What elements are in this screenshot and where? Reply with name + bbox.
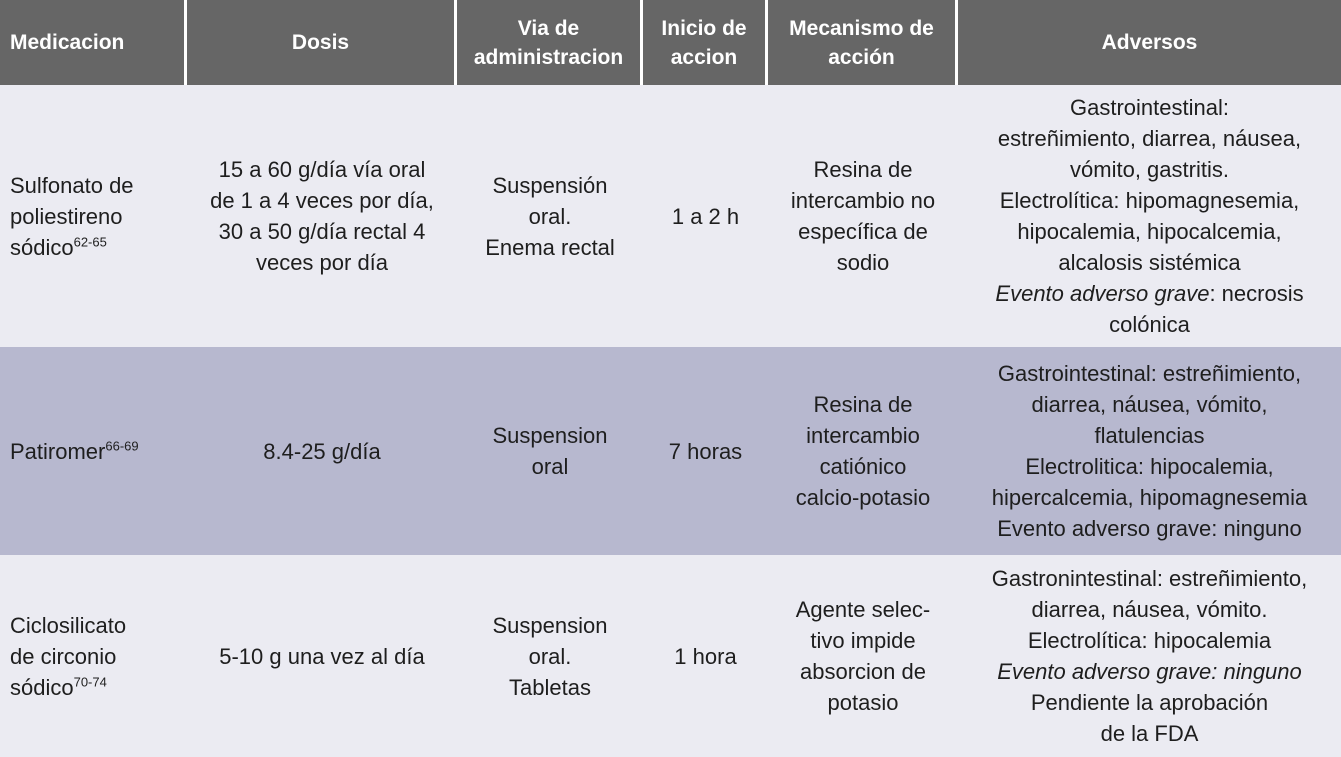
cell-inicio: 7 horas <box>643 347 768 555</box>
via-line: Tabletas <box>509 674 591 700</box>
dosis-line: 30 a 50 g/día rectal 4 <box>218 219 426 244</box>
mecanismo-line: específica de <box>798 219 928 244</box>
mecanismo-line: intercambio <box>806 423 920 448</box>
cell-inicio: 1 a 2 h <box>643 85 768 347</box>
via-line: Suspension <box>492 612 608 638</box>
via-line: oral <box>531 454 569 479</box>
cell-dosis <box>187 347 457 555</box>
via-line: oral. <box>528 643 572 669</box>
adversos-grave-line <box>964 278 1335 309</box>
reference-superscript: 70-74 <box>73 674 107 690</box>
med-name: Patiromer <box>10 438 106 464</box>
table-row <box>0 85 1341 347</box>
med-line: Sulfonato de <box>10 172 134 198</box>
header-mecanismo <box>768 0 958 85</box>
via-line: oral. <box>528 203 572 229</box>
mecanismo-line: tivo impide <box>810 628 916 653</box>
med-line: de circonio <box>10 643 117 669</box>
dosis-line: 8.4-25 g/día <box>263 438 381 464</box>
adversos-line: Gastrointestinal: <box>1070 95 1229 120</box>
header-via <box>457 0 643 85</box>
dosis-line: 5-10 g una vez al día <box>219 643 425 669</box>
med-line: Ciclosilicato <box>10 612 127 638</box>
adversos-line: Evento adverso grave: ninguno <box>997 516 1302 541</box>
table-row <box>0 555 1341 757</box>
via-line: Suspension <box>492 423 608 448</box>
cell-medicacion <box>0 85 187 347</box>
cell-adversos <box>958 555 1341 757</box>
adversos-line: flatulencias <box>1094 423 1205 448</box>
dosis-line: 15 a 60 g/día vía oral <box>218 157 426 182</box>
cell-via <box>457 347 643 555</box>
cell-adversos <box>958 347 1341 555</box>
adversos-grave-line: Evento adverso grave: ninguno <box>997 659 1302 684</box>
adversos-line: Electrolitica: hipocalemia, <box>1025 454 1274 479</box>
mecanismo-line: absorcion de <box>800 659 926 684</box>
cell-adversos <box>958 85 1341 347</box>
cell-inicio: 1 hora <box>643 555 768 757</box>
adversos-line: hipocalemia, hipocalcemia, <box>1017 219 1282 244</box>
adversos-line: estreñimiento, diarrea, náusea, <box>997 126 1302 151</box>
med-line <box>10 232 181 263</box>
table-row <box>0 347 1341 555</box>
mecanismo-line: Resina de <box>813 392 913 417</box>
reference-superscript: 66-69 <box>105 438 139 454</box>
cell-dosis <box>187 85 457 347</box>
header-dosis: Dosis <box>187 0 457 85</box>
mecanismo-line: calcio-potasio <box>795 485 931 510</box>
adversos-line: Electrolítica: hipomagnesemia, <box>999 188 1300 213</box>
cell-medicacion <box>0 347 187 555</box>
med-line <box>10 672 181 703</box>
adversos-line: Pendiente la aprobación <box>1030 690 1269 715</box>
med-name: sódico <box>10 234 74 260</box>
adversos-line: de la FDA <box>1100 721 1199 746</box>
dosis-line: de 1 a 4 veces por día, <box>210 188 434 213</box>
adversos-line: diarrea, náusea, vómito. <box>1031 597 1268 622</box>
via-line: Enema rectal <box>485 234 615 260</box>
header-row <box>0 0 1341 85</box>
cell-mecanismo <box>768 85 958 347</box>
adversos-line: hipercalcemia, hipomagnesemia <box>991 485 1308 510</box>
cell-via <box>457 555 643 757</box>
med-name: sódico <box>10 674 74 700</box>
med-line: poliestireno <box>10 203 123 229</box>
cell-dosis <box>187 555 457 757</box>
header-medicacion: Medicacion <box>0 0 187 85</box>
header-mecanismo-line: Mecanismo de <box>789 16 934 40</box>
cell-via <box>457 85 643 347</box>
header-adversos: Adversos <box>958 0 1341 85</box>
dosis-line: veces por día <box>255 250 389 275</box>
cell-mecanismo <box>768 347 958 555</box>
med-line <box>10 436 181 467</box>
mecanismo-line: Agente selec- <box>795 597 931 622</box>
cell-medicacion <box>0 555 187 757</box>
adversos-line: Gastrointestinal: estreñimiento, <box>997 361 1302 386</box>
reference-superscript: 62-65 <box>73 234 107 250</box>
adversos-line: Gastronintestinal: estreñimiento, <box>991 566 1308 591</box>
mecanismo-line: potasio <box>827 690 899 715</box>
grave-label: Evento adverso grave <box>995 281 1210 306</box>
header-inicio-line: accion <box>670 45 738 69</box>
adversos-line: colónica <box>1109 312 1190 337</box>
adversos-line: vómito, gastritis. <box>1070 157 1229 182</box>
mecanismo-line: sodio <box>836 250 890 275</box>
header-mecanismo-line: acción <box>828 45 895 69</box>
header-inicio-line: Inicio de <box>661 16 747 40</box>
header-via-line: Via de <box>517 16 580 40</box>
header-via-line: administracion <box>473 45 624 69</box>
header-inicio <box>643 0 768 85</box>
via-line: Suspensión <box>492 172 608 198</box>
adversos-line: alcalosis sistémica <box>1058 250 1241 275</box>
mecanismo-line: intercambio no <box>790 188 936 213</box>
mecanismo-line: Resina de <box>813 157 913 182</box>
cell-mecanismo <box>768 555 958 757</box>
grave-value: : necrosis <box>1209 281 1304 306</box>
adversos-line: diarrea, náusea, vómito, <box>1031 392 1268 417</box>
mecanismo-line: catiónico <box>819 454 907 479</box>
adversos-line: Electrolítica: hipocalemia <box>1027 628 1272 653</box>
